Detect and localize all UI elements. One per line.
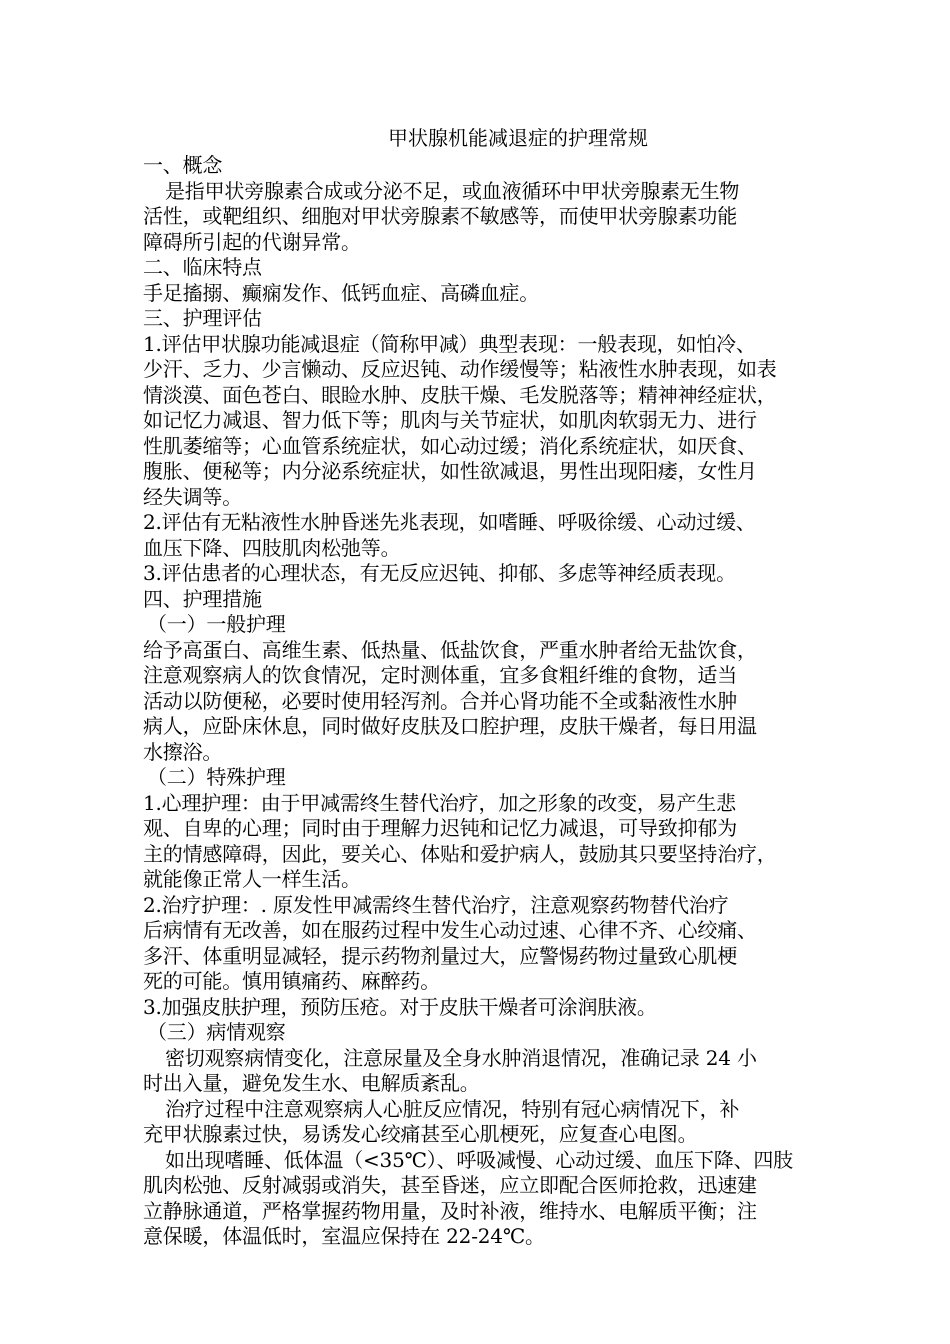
paragraph-line: 后病情有无改善，如在服药过程中发生心动过速、心律不齐、心绞痛、 bbox=[143, 918, 757, 942]
paragraph-line: 性肌萎缩等；心血管系统症状，如心动过缓；消化系统症状，如厌食、 bbox=[143, 433, 757, 458]
paragraph-line: 3.评估患者的心理状态，有无反应迟钝、抑郁、多虑等神经质表现。 bbox=[143, 561, 736, 585]
paragraph-line: 是指甲状旁腺素合成或分泌不足，或血液循环中甲状旁腺素无生物 bbox=[165, 178, 740, 203]
paragraph-line: 给予高蛋白、高维生素、低热量、低盐饮食，严重水肿者给无盐饮食， bbox=[143, 637, 757, 662]
section-heading-assessment: 三、护理评估 bbox=[143, 306, 262, 330]
subsection-heading-general: （一）一般护理 bbox=[147, 612, 286, 636]
subsection-heading-special: （二）特殊护理 bbox=[147, 765, 286, 789]
paragraph-line: 密切观察病情变化，注意尿量及全身水肿消退情况，准确记录 24 小 bbox=[165, 1045, 757, 1070]
paragraph-line: 如出现嗜睡、低体温（<35℃）、呼吸减慢、心动过缓、血压下降、四肢 bbox=[165, 1147, 793, 1172]
paragraph-line: 腹胀、便秘等；内分泌系统症状，如性欲减退，男性出现阳痿，女性月 bbox=[143, 459, 757, 483]
paragraph-line: 活性，或靶组织、细胞对甲状旁腺素不敏感等，而使甲状旁腺素功能 bbox=[143, 204, 737, 228]
paragraph-line: 时出入量，避免发生水、电解质紊乱。 bbox=[143, 1071, 480, 1095]
paragraph-line: 2.评估有无粘液性水肿昏迷先兆表现，如嗜睡、呼吸徐缓、心动过缓、 bbox=[143, 510, 756, 534]
paragraph-line: 如记忆力减退、智力低下等；肌肉与关节症状，如肌肉软弱无力、进行 bbox=[143, 408, 757, 432]
paragraph-line: 1.心理护理：由于甲减需终生替代治疗，加之形象的改变，易产生悲 bbox=[143, 790, 736, 815]
paragraph-line: 注意观察病人的饮食情况，定时测体重，宜多食粗纤维的食物，适当 bbox=[143, 663, 737, 687]
section-heading-measures: 四、护理措施 bbox=[143, 586, 262, 611]
paragraph-line: 意保暖，体温低时，室温应保持在 22-24℃。 bbox=[143, 1224, 545, 1248]
paragraph-line: 就能像正常人一样生活。 bbox=[143, 867, 361, 891]
paragraph-line: 障碍所引起的代谢异常。 bbox=[143, 229, 361, 254]
section-heading-clinical: 二、临床特点 bbox=[143, 255, 262, 279]
paragraph-line: 死的可能。慎用镇痛药、麻醉药。 bbox=[143, 969, 440, 993]
paragraph-line: 水擦浴。 bbox=[143, 739, 223, 764]
paragraph-line: 立静脉通道，严格掌握药物用量，及时补液，维持水、电解质平衡；注 bbox=[143, 1198, 757, 1223]
paragraph-line: 活动以防便秘，必要时使用轻泻剂。合并心肾功能不全或黏液性水肿 bbox=[143, 688, 737, 713]
paragraph-line: 手足搐搦、癫痫发作、低钙血症、高磷血症。 bbox=[143, 280, 539, 305]
paragraph-line: 3.加强皮肤护理，预防压疮。对于皮肤干燥者可涂润肤液。 bbox=[143, 994, 657, 1019]
paragraph-line: 血压下降、四肢肌肉松弛等。 bbox=[143, 535, 401, 560]
paragraph-line: 主的情感障碍，因此，要关心、体贴和爱护病人，鼓励其只要坚持治疗， bbox=[143, 841, 777, 866]
paragraph-line: 少汗、乏力、少言懒动、反应迟钝、动作缓慢等；粘液性水肿表现，如表 bbox=[143, 357, 777, 381]
subsection-heading-observation: （三）病情观察 bbox=[147, 1020, 286, 1044]
paragraph-line: 观、自卑的心理；同时由于理解力迟钝和记忆力减退，可导致抑郁为 bbox=[143, 816, 737, 840]
paragraph-line: 肌肉松弛、反射减弱或消失，甚至昏迷，应立即配合医师抢救，迅速建 bbox=[143, 1173, 757, 1197]
paragraph-line: 病人，应卧床休息，同时做好皮肤及口腔护理，皮肤干燥者，每日用温 bbox=[143, 714, 757, 738]
paragraph-line: 治疗过程中注意观察病人心脏反应情况，特别有冠心病情况下，补 bbox=[165, 1096, 740, 1121]
paragraph-line: 2.治疗护理：. 原发性甲减需终生替代治疗，注意观察药物替代治疗 bbox=[143, 892, 729, 917]
paragraph-line: 充甲状腺素过快，易诱发心绞痛甚至心肌梗死，应复查心电图。 bbox=[143, 1122, 698, 1146]
paragraph-line: 经失调等。 bbox=[143, 484, 242, 509]
section-heading-concept: 一、概念 bbox=[143, 153, 223, 177]
paragraph-line: 多汗、体重明显减轻，提示药物剂量过大，应警惕药物过量致心肌梗 bbox=[143, 943, 737, 968]
paragraph-line: 1.评估甲状腺功能减退症（简称甲减）典型表现：一般表现，如怕冷、 bbox=[143, 331, 756, 356]
paragraph-line: 情淡漠、面色苍白、眼睑水肿、皮肤干燥、毛发脱落等；精神神经症状， bbox=[143, 382, 777, 407]
document-title: 甲状腺机能减退症的护理常规 bbox=[388, 126, 648, 150]
document-body bbox=[143, 124, 823, 1250]
